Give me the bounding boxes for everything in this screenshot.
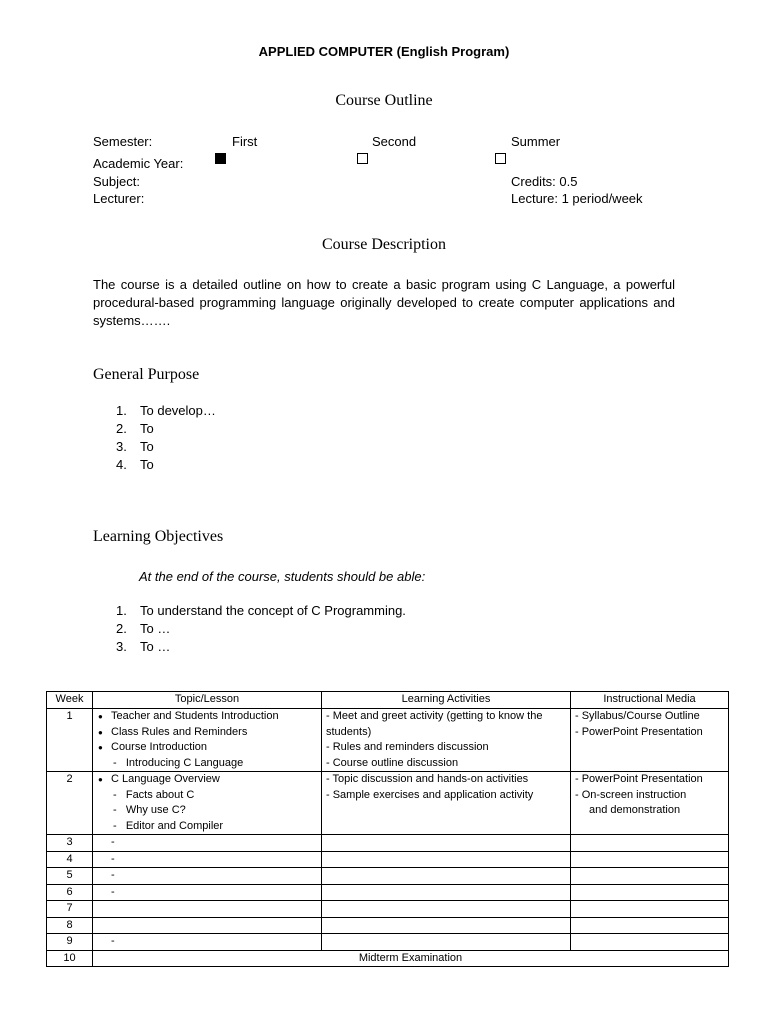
semester-option-summer: Summer [511,134,561,149]
media-cell [571,851,729,868]
table-row [47,884,729,901]
media-cell [571,868,729,885]
topic-cell: - [93,851,322,868]
media-cell [571,709,729,772]
topic-cell [93,709,322,772]
subject-label: Subject: [93,174,140,189]
week-number: 5 [47,868,93,885]
table-row-midterm [47,950,729,967]
topic-cell [93,917,322,934]
media-cell [571,835,729,852]
header-week: Week [47,692,93,709]
activity-item: - Course outline discussion [326,756,459,769]
checkbox-summer[interactable] [495,153,506,164]
header-topic: Topic/Lesson [93,692,322,709]
subtopic-item: - Why use C? [113,804,186,816]
topic-item: ● Teacher and Students Introduction [97,709,317,725]
learning-objectives-title: Learning Objectives [93,528,224,545]
activities-cell [322,901,571,918]
course-outline-title: Course Outline [335,92,433,109]
header-activities: Learning Activities [322,692,571,709]
topic-item: ● C Language Overview [97,772,317,788]
objectives-intro: At the end of the course, students should be able: [139,569,426,584]
purpose-item: 2. To [116,421,154,436]
activity-item: - Sample exercises and application activity [326,788,534,801]
subtopic-item: - Facts about C [113,788,195,801]
media-cell [571,884,729,901]
checkbox-first-checked[interactable] [215,153,226,164]
week-number: 3 [47,835,93,852]
topic-cell: - [93,884,322,901]
activity-item: - Rules and reminders discussion [326,741,489,753]
week-number: 1 [47,709,93,772]
activities-cell [322,835,571,852]
media-item: and demonstration [589,804,681,816]
media-item: - Syllabus/Course Outline [575,710,700,722]
purpose-item: 3. To [116,439,154,454]
general-purpose-title: General Purpose [93,366,200,383]
week-number: 8 [47,917,93,934]
activity-item: - Meet and greet activity (getting to know the students) [326,710,543,738]
activities-cell [322,934,571,951]
table-row [47,772,729,835]
topic-cell [93,901,322,918]
objective-item: 1. To understand the concept of C Programming. [116,603,406,618]
week-number: 7 [47,901,93,918]
activities-cell [322,709,571,772]
lecture-text: Lecture: 1 period/week [511,191,643,206]
topic-cell: - [93,934,322,951]
activities-cell [322,851,571,868]
header-media: Instructional Media [571,692,729,709]
lecturer-label: Lecturer: [93,191,145,206]
week-number: 2 [47,772,93,835]
topic-cell [93,772,322,835]
table-row [47,901,729,918]
objective-item: 3. To … [116,639,171,654]
media-cell [571,917,729,934]
table-row [47,851,729,868]
semester-label: Semester: [93,134,153,149]
topic-cell: - [93,868,322,885]
subtopic-item: - Introducing C Language [113,756,244,769]
week-number: 6 [47,884,93,901]
course-description-text: The course is a detailed outline on how to create a basic program using C Language, a powerful procedural-based programming language originally developed to create computer applications and systems……. [93,277,675,328]
table-row [47,917,729,934]
week-number: 10 [47,950,93,967]
semester-option-first: First [232,134,258,149]
semester-option-second: Second [372,134,417,149]
media-item: - PowerPoint Presentation [575,773,703,785]
credits-text: Credits: 0.5 [511,174,578,189]
activity-item: - Topic discussion and hands-on activities [326,773,529,785]
table-header-row [47,692,729,709]
academic-year-label: Academic Year: [93,156,184,171]
subtopic-item: - Editor and Compiler [113,819,224,832]
purpose-item: 1. To develop… [116,403,216,418]
activities-cell [322,917,571,934]
week-number: 4 [47,851,93,868]
document-title: APPLIED COMPUTER (English Program) [258,44,510,59]
media-item: - On-screen instruction [575,788,687,801]
course-description-title: Course Description [322,236,446,253]
activities-cell [322,868,571,885]
midterm-examination: Midterm Examination [93,950,729,967]
objective-item: 2. To … [116,621,171,636]
media-cell [571,772,729,835]
table-row [47,934,729,951]
table-row [47,709,729,772]
topic-item: ● Course Introduction [97,740,317,756]
purpose-item: 4. To [116,457,154,472]
activities-cell [322,884,571,901]
activities-cell [322,772,571,835]
topic-cell: - [93,835,322,852]
table-row [47,868,729,885]
media-cell [571,934,729,951]
topic-item: ● Class Rules and Reminders [97,725,317,741]
checkbox-second[interactable] [357,153,368,164]
course-schedule-table [46,691,729,967]
week-number: 9 [47,934,93,951]
media-item: - PowerPoint Presentation [575,725,703,738]
media-cell [571,901,729,918]
table-row [47,835,729,852]
